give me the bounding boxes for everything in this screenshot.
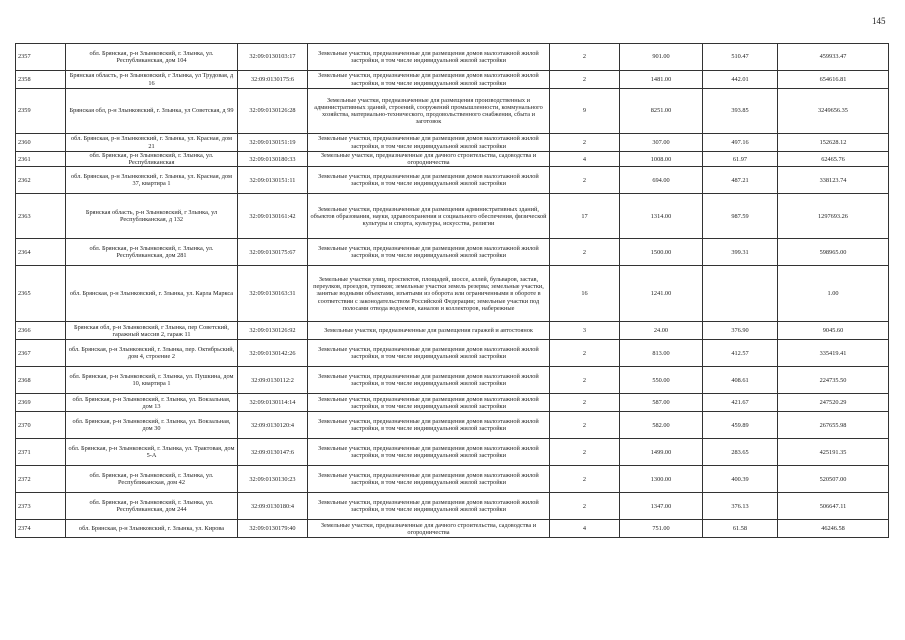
category-cell: 2 — [550, 167, 620, 194]
address-cell: обл. Брянская, р-н Злынковский, г. Злынка, ул. Республиканская, дом 244 — [66, 493, 238, 520]
area-cell: 1499.00 — [620, 439, 703, 466]
table-row — [16, 412, 889, 439]
page-number: 145 — [872, 16, 886, 26]
cadastral-number-cell: 32:09:0130112:2 — [238, 367, 308, 394]
category-cell: 2 — [550, 340, 620, 367]
specific-value-cell: 393.85 — [703, 89, 778, 134]
address-cell: обл. Брянская, р-н Злынковский, г. Злынка, ул. Республиканская — [66, 152, 238, 167]
land-use-cell: Земельные участки, предназначенные для размещения административных зданий, объектов образования, науки, здравоохранения и социального обеспечения, физической культуры и спорта, культуры, искусства, религии — [308, 194, 550, 239]
land-use-cell: Земельные участки, предназначенные для размещения домов малоэтажной жилой застройки, в том числе индивидуальной жилой застройки — [308, 134, 550, 152]
area-cell: 1347.00 — [620, 493, 703, 520]
cadastral-number-cell: 32:09:0130180:33 — [238, 152, 308, 167]
area-cell: 694.00 — [620, 167, 703, 194]
address-cell: Брянская область, р-н Злынковский, г Злынка, ул Республиканская, д 132 — [66, 194, 238, 239]
table-row — [16, 367, 889, 394]
row-number: 2366 — [16, 322, 66, 340]
area-cell: 1314.00 — [620, 194, 703, 239]
row-number: 2360 — [16, 134, 66, 152]
category-cell: 2 — [550, 44, 620, 71]
category-cell: 17 — [550, 194, 620, 239]
category-cell: 2 — [550, 134, 620, 152]
address-cell: обл. Брянская, р-н Злынковский, г. Злынка, ул. Республиканская, дом 281 — [66, 239, 238, 266]
land-use-cell: Земельные участки, предназначенные для размещения домов малоэтажной жилой застройки, в том числе индивидуальной жилой застройки — [308, 394, 550, 412]
specific-value-cell: 497.16 — [703, 134, 778, 152]
category-cell: 4 — [550, 152, 620, 167]
cadastral-value-cell: 1.00 — [778, 266, 889, 322]
land-use-cell: Земельные участки, предназначенные для размещения домов малоэтажной жилой застройки, в том числе индивидуальной жилой застройки — [308, 44, 550, 71]
land-use-cell: Земельные участки, предназначенные для размещения домов малоэтажной жилой застройки, в том числе индивидуальной жилой застройки — [308, 439, 550, 466]
table-row — [16, 394, 889, 412]
table-body — [16, 44, 889, 538]
row-number: 2367 — [16, 340, 66, 367]
cadastral-value-cell: 3249656.35 — [778, 89, 889, 134]
cadastral-value-cell: 598965.00 — [778, 239, 889, 266]
specific-value-cell: 400.39 — [703, 466, 778, 493]
cadastral-number-cell: 32:09:0130142:26 — [238, 340, 308, 367]
category-cell: 2 — [550, 394, 620, 412]
category-cell: 2 — [550, 466, 620, 493]
cadastral-value-cell: 9045.60 — [778, 322, 889, 340]
category-cell: 4 — [550, 520, 620, 538]
table-row — [16, 493, 889, 520]
cadastral-number-cell: 32:09:0130151:19 — [238, 134, 308, 152]
land-use-cell: Земельные участки, предназначенные для размещения домов малоэтажной жилой застройки, в том числе индивидуальной жилой застройки — [308, 340, 550, 367]
row-number: 2357 — [16, 44, 66, 71]
specific-value-cell: 376.90 — [703, 322, 778, 340]
land-use-cell: Земельные участки улиц, проспектов, площадей, шоссе, аллей, бульваров, застав, переулков, проездов, тупиков; земельные участки земель резерва; земельные участки, занятые водными объектами, изъятыми из оборота или ограниченными в обороте в соответствии с законодательством Российской Федерации; земельные участки под полосами отвода водоемов, каналов и коллекторов, набережные — [308, 266, 550, 322]
land-use-cell: Земельные участки, предназначенные для размещения домов малоэтажной жилой застройки, в том числе индивидуальной жилой застройки — [308, 466, 550, 493]
specific-value-cell: 412.57 — [703, 340, 778, 367]
row-number: 2368 — [16, 367, 66, 394]
cadastral-number-cell: 32:09:0130126:28 — [238, 89, 308, 134]
cadastral-number-cell: 32:09:0130161:42 — [238, 194, 308, 239]
area-cell: 1008.00 — [620, 152, 703, 167]
land-use-cell: Земельные участки, предназначенные для размещения домов малоэтажной жилой застройки, в том числе индивидуальной жилой застройки — [308, 239, 550, 266]
cadastral-number-cell: 32:09:0130114:14 — [238, 394, 308, 412]
cadastral-value-cell: 335419.41 — [778, 340, 889, 367]
cadastral-value-cell: 338123.74 — [778, 167, 889, 194]
area-cell: 550.00 — [620, 367, 703, 394]
specific-value-cell: 442.01 — [703, 71, 778, 89]
address-cell: обл. Брянская, р-н Злынковский, г. Злынка, ул. Красная, дом 21 — [66, 134, 238, 152]
row-number: 2372 — [16, 466, 66, 493]
cadastral-value-cell: 459933.47 — [778, 44, 889, 71]
cadastral-number-cell: 32:09:0130103:17 — [238, 44, 308, 71]
specific-value-cell: 61.58 — [703, 520, 778, 538]
cadastral-value-table — [15, 43, 889, 538]
address-cell: обл. Брянская, р-н Злынковский, г. Злынка, ул. Республиканская, дом 42 — [66, 466, 238, 493]
specific-value-cell: 987.59 — [703, 194, 778, 239]
specific-value-cell: 376.13 — [703, 493, 778, 520]
cadastral-value-cell: 520507.00 — [778, 466, 889, 493]
cadastral-value-cell: 267655.98 — [778, 412, 889, 439]
address-cell: обл. Брянская, р-н Злынковский, г. Злынка, пер. Октябрьский, дом 4, строение 2 — [66, 340, 238, 367]
category-cell: 16 — [550, 266, 620, 322]
cadastral-number-cell: 32:09:0130163:31 — [238, 266, 308, 322]
row-number: 2358 — [16, 71, 66, 89]
land-use-cell: Земельные участки, предназначенные для дачного строительства, садоводства и огородничества — [308, 152, 550, 167]
address-cell: Брянская область, р-н Злынковский, г Злынка, ул Трудовая, д 16 — [66, 71, 238, 89]
land-use-cell: Земельные участки, предназначенные для размещения домов малоэтажной жилой застройки, в том числе индивидуальной жилой застройки — [308, 71, 550, 89]
table-row — [16, 266, 889, 322]
table-row — [16, 44, 889, 71]
cadastral-number-cell: 32:09:0130175:6 — [238, 71, 308, 89]
specific-value-cell: 421.67 — [703, 394, 778, 412]
category-cell: 3 — [550, 322, 620, 340]
table-row — [16, 71, 889, 89]
table-row — [16, 239, 889, 266]
land-use-cell: Земельные участки, предназначенные для размещения домов малоэтажной жилой застройки, в том числе индивидуальной жилой застройки — [308, 167, 550, 194]
row-number: 2369 — [16, 394, 66, 412]
area-cell: 1481.00 — [620, 71, 703, 89]
land-use-cell: Земельные участки, предназначенные для размещения гаражей и автостоянок — [308, 322, 550, 340]
specific-value-cell: 459.89 — [703, 412, 778, 439]
address-cell: обл. Брянская, р-н Злынковский, г. Злынка, ул. Красная, дом 37, квартира 1 — [66, 167, 238, 194]
category-cell: 2 — [550, 412, 620, 439]
address-cell: обл. Брянская, р-н Злынковский, г. Злынка, ул. Вокзальная, дом 30 — [66, 412, 238, 439]
table-row — [16, 167, 889, 194]
category-cell: 2 — [550, 439, 620, 466]
land-use-cell: Земельные участки, предназначенные для размещения домов малоэтажной жилой застройки, в том числе индивидуальной жилой застройки — [308, 367, 550, 394]
row-number: 2359 — [16, 89, 66, 134]
address-cell: Брянская обл, р-н Злынковский, г Злынка, пер Советский, гаражный массив 2, гараж 11 — [66, 322, 238, 340]
category-cell: 9 — [550, 89, 620, 134]
row-number: 2374 — [16, 520, 66, 538]
row-number: 2373 — [16, 493, 66, 520]
area-cell: 8251.00 — [620, 89, 703, 134]
address-cell: обл. Брянская, р-н Злынковский, г. Злынка, ул. Пушкина, дом 10, квартира 1 — [66, 367, 238, 394]
table-row — [16, 466, 889, 493]
area-cell: 307.00 — [620, 134, 703, 152]
cadastral-number-cell: 32:09:0130175:67 — [238, 239, 308, 266]
address-cell: обл. Брянская, р-н Злынковский, г. Злынка, ул. Республиканская, дом 104 — [66, 44, 238, 71]
cadastral-value-cell: 224735.50 — [778, 367, 889, 394]
specific-value-cell: 510.47 — [703, 44, 778, 71]
cadastral-number-cell: 32:09:0130130:23 — [238, 466, 308, 493]
table-row — [16, 194, 889, 239]
address-cell: обл. Брянская, р-н Злынковский, г. Злынка, ул. Кирова — [66, 520, 238, 538]
area-cell: 582.00 — [620, 412, 703, 439]
cadastral-value-cell: 654616.81 — [778, 71, 889, 89]
specific-value-cell: 487.21 — [703, 167, 778, 194]
land-use-cell: Земельные участки, предназначенные для размещения производственных и административных зданий, строений, сооружений промышленности, коммунального хозяйства, материально-технического, продовольственного снабжения, сбыта и заготовок — [308, 89, 550, 134]
category-cell: 2 — [550, 367, 620, 394]
category-cell: 2 — [550, 239, 620, 266]
area-cell: 901.00 — [620, 44, 703, 71]
address-cell: обл. Брянская, р-н Злынковский, г. Злынка, ул. Трактовая, дом 5-А — [66, 439, 238, 466]
cadastral-value-cell: 247520.29 — [778, 394, 889, 412]
cadastral-value-cell: 425191.35 — [778, 439, 889, 466]
row-number: 2371 — [16, 439, 66, 466]
land-use-cell: Земельные участки, предназначенные для дачного строительства, садоводства и огородничества — [308, 520, 550, 538]
cadastral-number-cell: 32:09:0130179:40 — [238, 520, 308, 538]
cadastral-number-cell: 32:09:0130180:4 — [238, 493, 308, 520]
row-number: 2362 — [16, 167, 66, 194]
address-cell: Брянская обл, р-н Злынковский, г. Злынка, ул Советская, д 99 — [66, 89, 238, 134]
area-cell: 587.00 — [620, 394, 703, 412]
cadastral-value-cell: 62465.76 — [778, 152, 889, 167]
cadastral-number-cell: 32:09:0130147:6 — [238, 439, 308, 466]
area-cell: 813.00 — [620, 340, 703, 367]
table-row — [16, 340, 889, 367]
table-row — [16, 152, 889, 167]
row-number: 2363 — [16, 194, 66, 239]
area-cell: 1500.00 — [620, 239, 703, 266]
area-cell: 1300.00 — [620, 466, 703, 493]
land-use-cell: Земельные участки, предназначенные для размещения домов малоэтажной жилой застройки, в том числе индивидуальной жилой застройки — [308, 493, 550, 520]
cadastral-number-cell: 32:09:0130120:4 — [238, 412, 308, 439]
row-number: 2361 — [16, 152, 66, 167]
row-number: 2370 — [16, 412, 66, 439]
row-number: 2364 — [16, 239, 66, 266]
table-row — [16, 89, 889, 134]
cadastral-number-cell: 32:09:0130151:11 — [238, 167, 308, 194]
address-cell: обл. Брянская, р-н Злынковский, г. Злынка, ул. Карла Маркса — [66, 266, 238, 322]
table-row — [16, 134, 889, 152]
cadastral-number-cell: 32:09:0130126:92 — [238, 322, 308, 340]
specific-value-cell: 61.97 — [703, 152, 778, 167]
cadastral-value-cell: 506647.11 — [778, 493, 889, 520]
category-cell: 2 — [550, 493, 620, 520]
table-row — [16, 520, 889, 538]
category-cell: 2 — [550, 71, 620, 89]
table-row — [16, 439, 889, 466]
area-cell: 24.00 — [620, 322, 703, 340]
cadastral-value-cell: 1297693.26 — [778, 194, 889, 239]
specific-value-cell: 399.31 — [703, 239, 778, 266]
specific-value-cell — [703, 266, 778, 322]
land-use-cell: Земельные участки, предназначенные для размещения домов малоэтажной жилой застройки, в том числе индивидуальной жилой застройки — [308, 412, 550, 439]
cadastral-value-cell: 152628.12 — [778, 134, 889, 152]
area-cell: 1241.00 — [620, 266, 703, 322]
specific-value-cell: 408.61 — [703, 367, 778, 394]
table-row — [16, 322, 889, 340]
row-number: 2365 — [16, 266, 66, 322]
address-cell: обл. Брянская, р-н Злынковский, г. Злынка, ул. Вокзальная, дом 13 — [66, 394, 238, 412]
area-cell: 751.00 — [620, 520, 703, 538]
specific-value-cell: 283.65 — [703, 439, 778, 466]
cadastral-value-cell: 46246.58 — [778, 520, 889, 538]
